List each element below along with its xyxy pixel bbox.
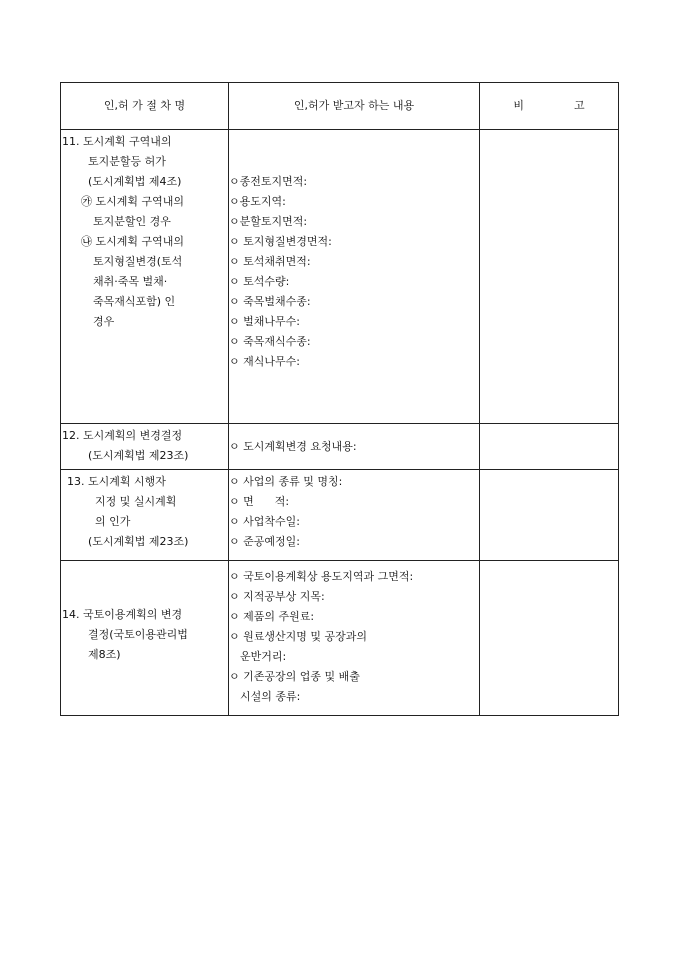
remarks-cell [480, 424, 619, 470]
content-line: ㅇ 국토이용계획상 용도지역과 그면적: [229, 570, 414, 583]
procedure-line: 의 인가 [95, 515, 131, 528]
content-line: 시설의 종류: [240, 690, 301, 703]
table-row [61, 424, 619, 470]
header-remarks-char-2: 고 [574, 99, 585, 112]
header-request-content: 인,허가 받고자 하는 내용 [229, 83, 480, 130]
content-line: ㅇ 지적공부상 지목: [229, 590, 325, 603]
content-line: ㅇ 죽목벌채수종: [229, 295, 311, 308]
content-line: ㅇ 준공예정일: [229, 535, 300, 548]
procedure-line: 토지분할인 경우 [93, 215, 171, 228]
header-procedure-name: 인,허 가 절 차 명 [61, 83, 229, 130]
request-content-cell [229, 424, 480, 470]
header-remarks-char-1: 비 [513, 99, 524, 112]
remarks-cell [480, 130, 619, 424]
content-line: ㅇ 토지형질변경면적: [229, 235, 332, 248]
content-line: ㅇ 사업착수일: [229, 515, 300, 528]
content-line: ㅇ 제품의 주원료: [229, 610, 315, 623]
request-content-cell [229, 130, 480, 424]
table-header-row [61, 83, 619, 130]
procedure-line: 죽목재식포함) 인 [93, 295, 176, 308]
request-content-cell [229, 561, 480, 716]
procedure-line: 14. 국토이용계획의 변경 [62, 608, 183, 621]
content-line: ㅇ 도시계획변경 요청내용: [229, 439, 357, 453]
content-line: ㅇ용도지역: [229, 195, 286, 208]
header-remarks [480, 83, 619, 130]
remarks-cell [480, 561, 619, 716]
procedure-line: 결정(국토이용관리법 [88, 628, 188, 641]
procedure-name-cell [61, 561, 229, 716]
table-row [61, 130, 619, 424]
procedure-line: ㉮ 도시계획 구역내의 [81, 195, 185, 208]
table-row [61, 561, 619, 716]
procedure-line: 채취·죽목 벌채· [93, 275, 168, 288]
procedure-line: (도시계획법 제23조) [88, 449, 189, 462]
content-line: ㅇ 토석채취면적: [229, 255, 311, 268]
content-line: ㅇ 면 적: [229, 495, 290, 508]
procedure-name-cell [61, 470, 229, 561]
procedure-line: 지정 및 실시계획 [95, 495, 177, 508]
content-line: ㅇ분할토지면적: [229, 215, 308, 228]
procedure-line: 제8조) [88, 648, 121, 661]
content-line: ㅇ 토석수량: [229, 275, 290, 288]
content-line: ㅇ 기존공장의 업종 및 배출 [229, 670, 360, 683]
content-line: ㅇ 벌채나무수: [229, 315, 300, 328]
content-line: ㅇ종전토지면적: [229, 175, 308, 188]
table-row [61, 470, 619, 561]
procedure-line: 13. 도시계획 시행자 [67, 475, 166, 488]
procedure-name-cell [61, 424, 229, 470]
procedure-line: 토지분할등 허가 [88, 155, 166, 168]
procedure-line: 토지형질변경(토석 [93, 255, 183, 268]
content-line: 운반거리: [240, 650, 287, 663]
procedure-line: (도시계획법 제4조) [88, 175, 182, 188]
content-line: ㅇ 원료생산지명 및 공장과의 [229, 630, 368, 643]
content-line: ㅇ 사업의 종류 및 명칭: [229, 475, 343, 488]
procedure-name-cell [61, 130, 229, 424]
procedure-line: ㉯ 도시계획 구역내의 [81, 235, 185, 248]
content-line: ㅇ 재식나무수: [229, 355, 300, 368]
request-content-cell [229, 470, 480, 561]
procedure-line: 경우 [93, 315, 115, 328]
procedure-line: (도시계획법 제23조) [88, 535, 189, 548]
remarks-cell [480, 470, 619, 561]
procedure-line: 12. 도시계획의 변경결정 [62, 429, 183, 442]
procedure-line: 11. 도시계획 구역내의 [62, 135, 172, 148]
content-line: ㅇ 죽목재식수종: [229, 335, 311, 348]
permit-procedure-table [60, 82, 619, 716]
